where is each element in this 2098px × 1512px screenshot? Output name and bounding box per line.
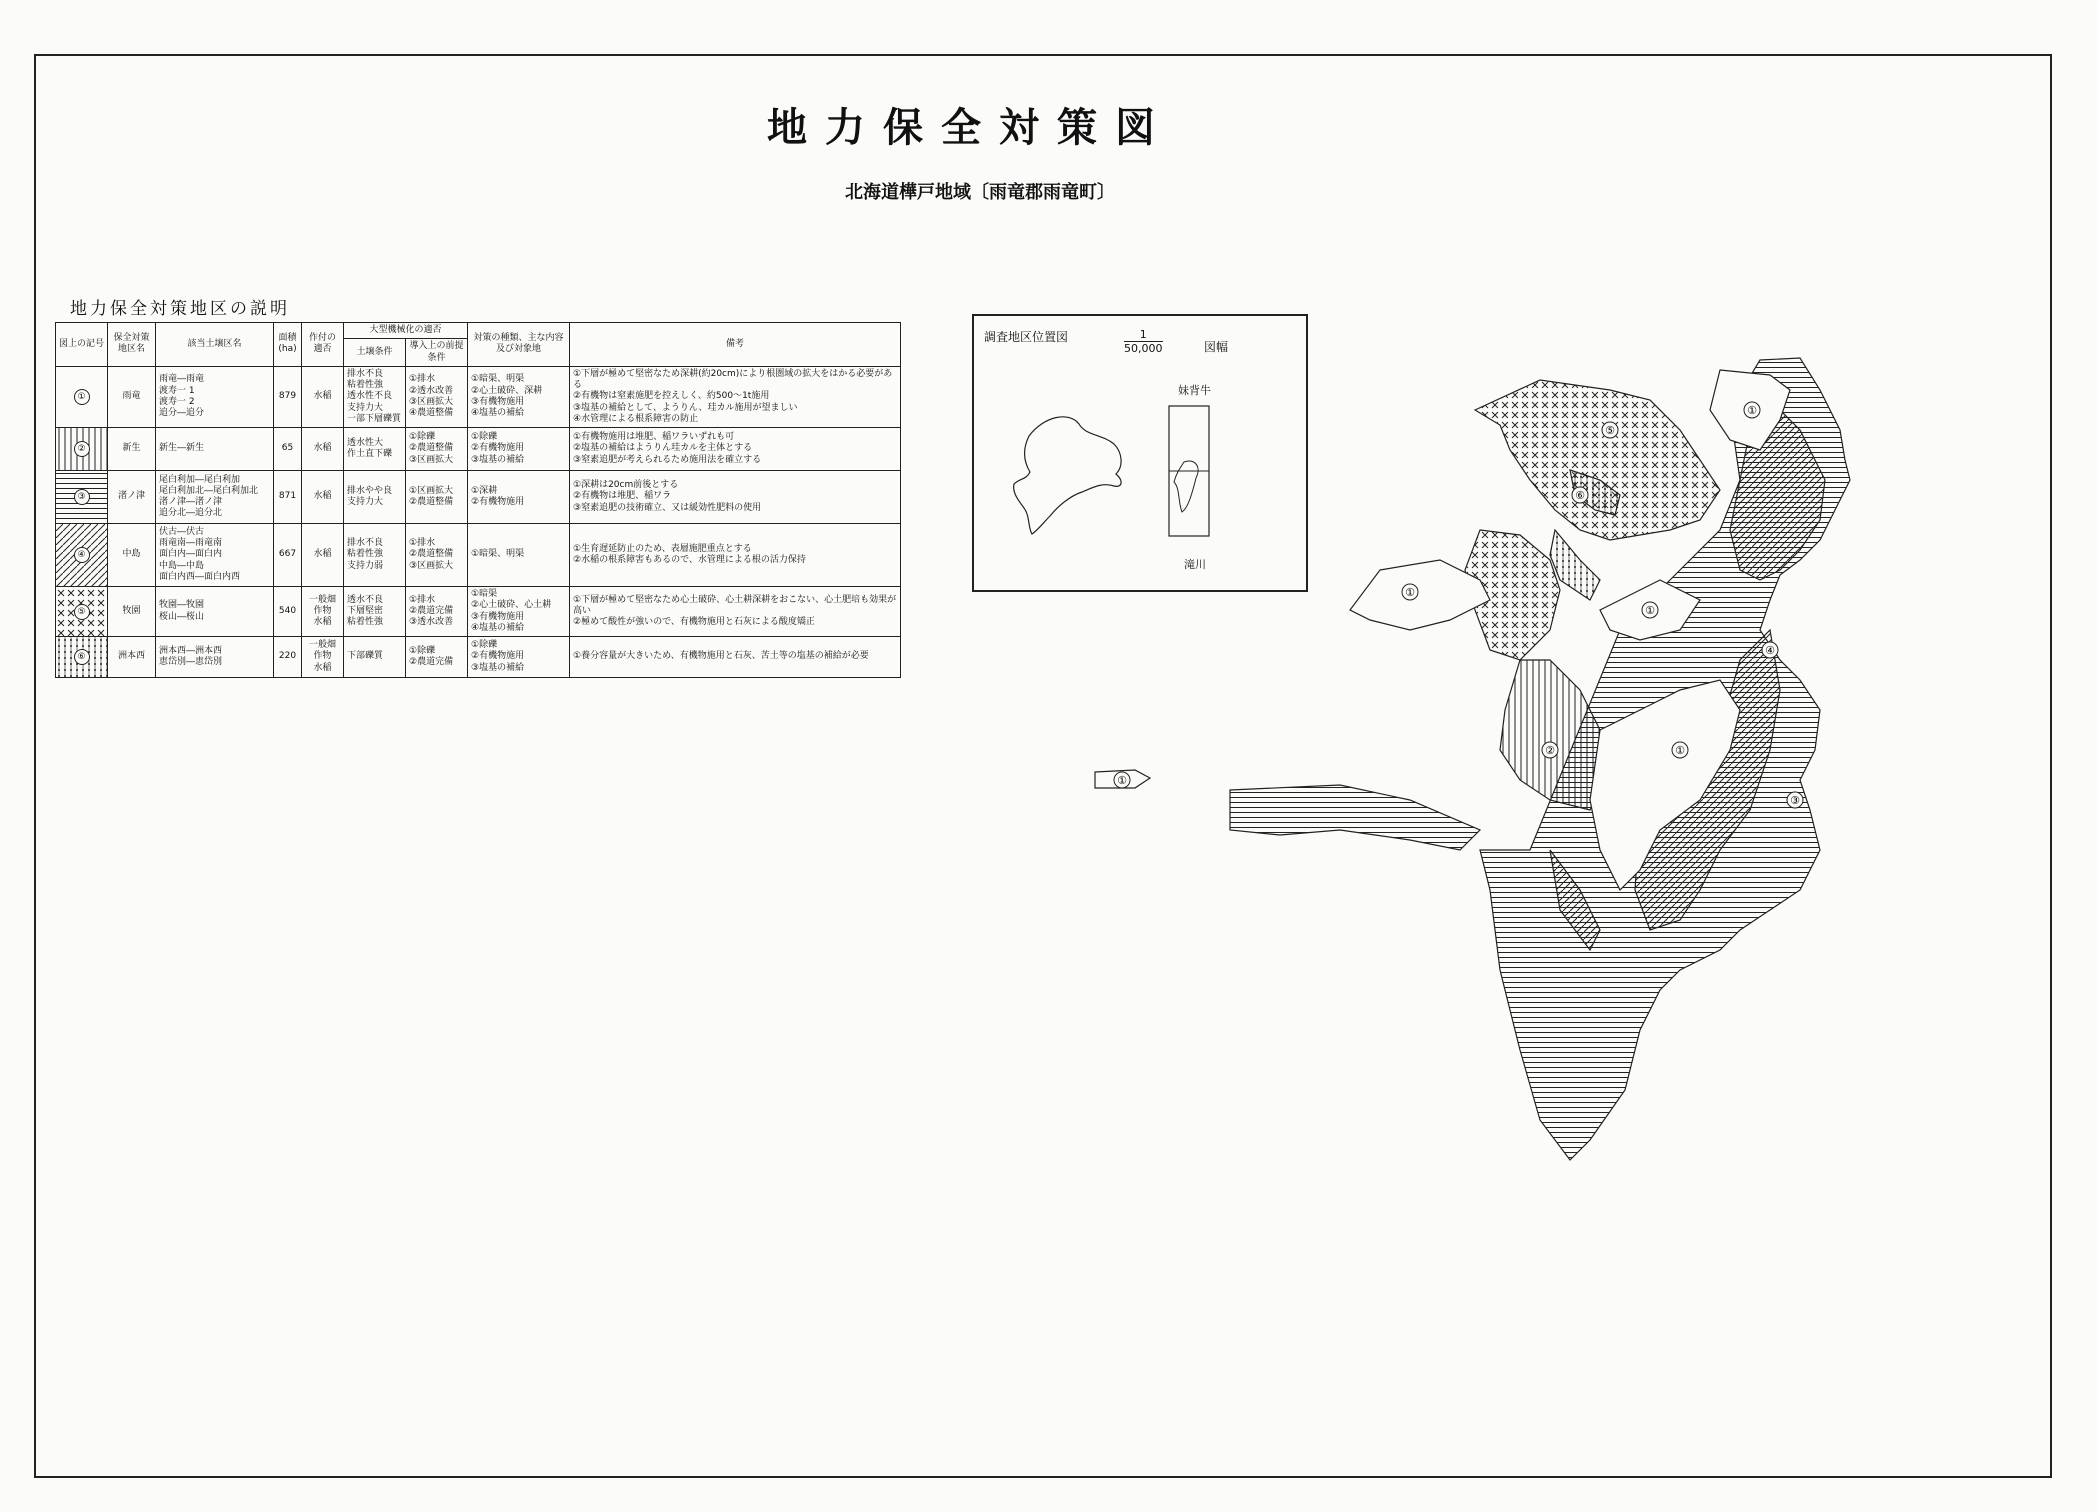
legend-header-district: 保全対策地区名 xyxy=(108,323,156,367)
legend-cell-district: 新生 xyxy=(108,428,156,471)
location-map-label: 調査地区位置図 xyxy=(984,330,1069,344)
map-region-label: ① xyxy=(1675,744,1685,757)
legend-symbol-cell xyxy=(56,637,108,678)
legend-header-symbol: 図上の記号 xyxy=(56,323,108,367)
legend-cell-remarks: ①生育遅延防止のため、表層施肥重点とする ②水稲の根系障害もあるので、水管理による根の活力保持 xyxy=(570,524,901,587)
legend-cell-soils: 新生―新生 xyxy=(156,428,274,471)
legend-symbol-cell xyxy=(56,524,108,587)
legend-cell-measures: ①暗渠、明渠 ②心土破砕、深耕 ③有機物施用 ④塩基の補給 xyxy=(468,366,570,427)
legend-cell-soil-cond: 排水不良 粘着性強 支持力弱 xyxy=(344,524,406,587)
scale-numerator: 1 xyxy=(1124,328,1163,342)
south-sheet-name: 滝川 xyxy=(1184,558,1206,571)
map-region-label: ① xyxy=(1117,774,1127,787)
legend-symbol-number: ③ xyxy=(74,489,90,505)
legend-row xyxy=(56,366,901,427)
legend-header-area: 面積(ha) xyxy=(274,323,302,367)
legend-cell-soil-cond: 排水不良 粘着性強 透水性不良 支持力大 一部下層礫質 xyxy=(344,366,406,427)
legend-cell-remarks: ①下層が極めて堅密なため深耕(約20cm)により根圏域の拡大をはかる必要がある ②有機物は窒素施肥を控えしく、約500～1t施用 ③塩基の補給として、ようりん、珪カル施用が望ましい ④水管理による根系障害の防止 xyxy=(570,366,901,427)
legend-cell-remarks: ①深耕は20cm前後とする ②有機物は堆肥、稲ワラ ③窒素追肥の技術確立、又は緩効性肥料の使用 xyxy=(570,471,901,524)
legend-cell-crop: 水稲 xyxy=(302,524,344,587)
legend-cell-improve-cond: ①排水 ②農道完備 ③透水改善 xyxy=(406,587,468,637)
north-sheet-name: 妹背牛 xyxy=(1178,384,1211,397)
legend-cell-improve-cond: ①排水 ②農道整備 ③区画拡大 xyxy=(406,524,468,587)
legend-cell-measures: ①深耕 ②有機物施用 xyxy=(468,471,570,524)
legend-symbol-number: ⑥ xyxy=(74,649,90,665)
legend-header-mech: 大型機械化の適否 xyxy=(344,323,468,339)
legend-cell-area: 871 xyxy=(274,471,302,524)
legend-symbol-number: ④ xyxy=(74,547,90,563)
legend-cell-district: 牧園 xyxy=(108,587,156,637)
legend-cell-district: 洲本西 xyxy=(108,637,156,678)
legend-symbol-number: ⑤ xyxy=(74,604,90,620)
legend-header-remarks: 備考 xyxy=(570,323,901,367)
legend-cell-measures: ①暗渠、明渠 xyxy=(468,524,570,587)
legend-cell-soil-cond: 排水やや良 支持力大 xyxy=(344,471,406,524)
legend-cell-improve-cond: ①区画拡大 ②農道整備 xyxy=(406,471,468,524)
scale-denominator: 50,000 xyxy=(1124,342,1163,355)
legend-table xyxy=(55,322,901,678)
legend-symbol-number: ① xyxy=(74,389,90,405)
legend-header-soils: 該当土壌区名 xyxy=(156,323,274,367)
soil-conservation-map xyxy=(1080,330,1980,1330)
legend-cell-soils: 伏古―伏古 雨竜南―雨竜南 面白内―面白内 中島―中島 面白内西―面白内西 xyxy=(156,524,274,587)
legend-symbol-cell xyxy=(56,366,108,427)
legend-row xyxy=(56,524,901,587)
legend-header-soil-cond: 土壌条件 xyxy=(344,339,406,367)
legend-cell-soil-cond: 透水性大 作土直下礫 xyxy=(344,428,406,471)
legend-header-crop: 作付の適否 xyxy=(302,323,344,367)
legend-row xyxy=(56,587,901,637)
legend-cell-area: 667 xyxy=(274,524,302,587)
map-region-label: ⑤ xyxy=(1605,424,1615,437)
legend-row xyxy=(56,428,901,471)
legend-cell-crop: 水稲 xyxy=(302,471,344,524)
map-region-label: ① xyxy=(1405,586,1415,599)
map-region-label: ④ xyxy=(1765,644,1775,657)
legend-cell-measures: ①除礫 ②有機物施用 ③塩基の補給 xyxy=(468,637,570,678)
legend-row xyxy=(56,471,901,524)
legend-symbol-cell xyxy=(56,428,108,471)
legend-cell-district: 中島 xyxy=(108,524,156,587)
legend-cell-crop: 水稲 xyxy=(302,366,344,427)
legend-cell-measures: ①暗渠 ②心土破砕、心土耕 ③有機物施用 ④塩基の補給 xyxy=(468,587,570,637)
legend-header-measures: 対策の種類、主な内容及び対象地 xyxy=(468,323,570,367)
legend-cell-remarks: ①養分容量が大きいため、有機物施用と石灰、苦土等の塩基の補給が必要 xyxy=(570,637,901,678)
legend-cell-crop: 一般畑作物 水稲 xyxy=(302,637,344,678)
legend-cell-improve-cond: ①除礫 ②農道完備 xyxy=(406,637,468,678)
legend-cell-measures: ①除礫 ②有機物施用 ③塩基の補給 xyxy=(468,428,570,471)
legend-cell-crop: 水稲 xyxy=(302,428,344,471)
map-region-label: ③ xyxy=(1790,794,1800,807)
legend-row xyxy=(56,637,901,678)
legend-cell-soils: 雨竜―雨竜 渡寿一 1 渡寿一 2 追分―追分 xyxy=(156,366,274,427)
legend-cell-improve-cond: ①除礫 ②農道整備 ③区画拡大 xyxy=(406,428,468,471)
legend-cell-area: 220 xyxy=(274,637,302,678)
legend-cell-area: 540 xyxy=(274,587,302,637)
legend-symbol-cell xyxy=(56,587,108,637)
legend-symbol-number: ② xyxy=(74,441,90,457)
legend-header-improve-cond: 導入上の前提条件 xyxy=(406,339,468,367)
legend-cell-soils: 洲本西―洲本西 恵岱別―恵岱別 xyxy=(156,637,274,678)
map-region-label: ② xyxy=(1545,744,1555,757)
map-subtitle: 北海道樺戸地域〔雨竜郡雨竜町〕 xyxy=(845,182,1115,203)
legend-title: 地力保全対策地区の説明 xyxy=(70,299,290,319)
sheet-label: 図幅 xyxy=(1204,340,1229,354)
legend-cell-remarks: ①下層が極めて堅密なため心土破砕、心土耕深耕をおこない、心土肥培も効果が高い ②極めて酸性が強いので、有機物施用と石灰による酸度矯正 xyxy=(570,587,901,637)
map-region-label: ① xyxy=(1645,604,1655,617)
legend-cell-area: 65 xyxy=(274,428,302,471)
legend-cell-soil-cond: 透水不良 下層堅密 粘着性強 xyxy=(344,587,406,637)
legend-cell-crop: 一般畑作物 水稲 xyxy=(302,587,344,637)
map-region-label: ⑥ xyxy=(1575,489,1585,502)
legend-cell-soils: 尾白利加―尾白利加 尾白利加北―尾白利加北 渚ノ津―渚ノ津 追分北―追分北 xyxy=(156,471,274,524)
legend-cell-district: 渚ノ津 xyxy=(108,471,156,524)
legend-cell-soil-cond: 下部礫質 xyxy=(344,637,406,678)
legend-cell-soils: 牧園―牧園 桜山―桜山 xyxy=(156,587,274,637)
legend-cell-area: 879 xyxy=(274,366,302,427)
legend-cell-remarks: ①有機物施用は堆肥、稲ワラいずれも可 ②塩基の補給はようりん珪カルを主体とする ③窒素追肥が考えられるため施用法を確立する xyxy=(570,428,901,471)
map-region-label: ① xyxy=(1747,404,1757,417)
map-region-3-west xyxy=(1230,785,1480,850)
legend-cell-improve-cond: ①排水 ②透水改善 ③区画拡大 ④農道整備 xyxy=(406,366,468,427)
map-title: 地力保全対策図 xyxy=(767,104,1173,151)
legend-symbol-cell xyxy=(56,471,108,524)
legend-cell-district: 雨竜 xyxy=(108,366,156,427)
